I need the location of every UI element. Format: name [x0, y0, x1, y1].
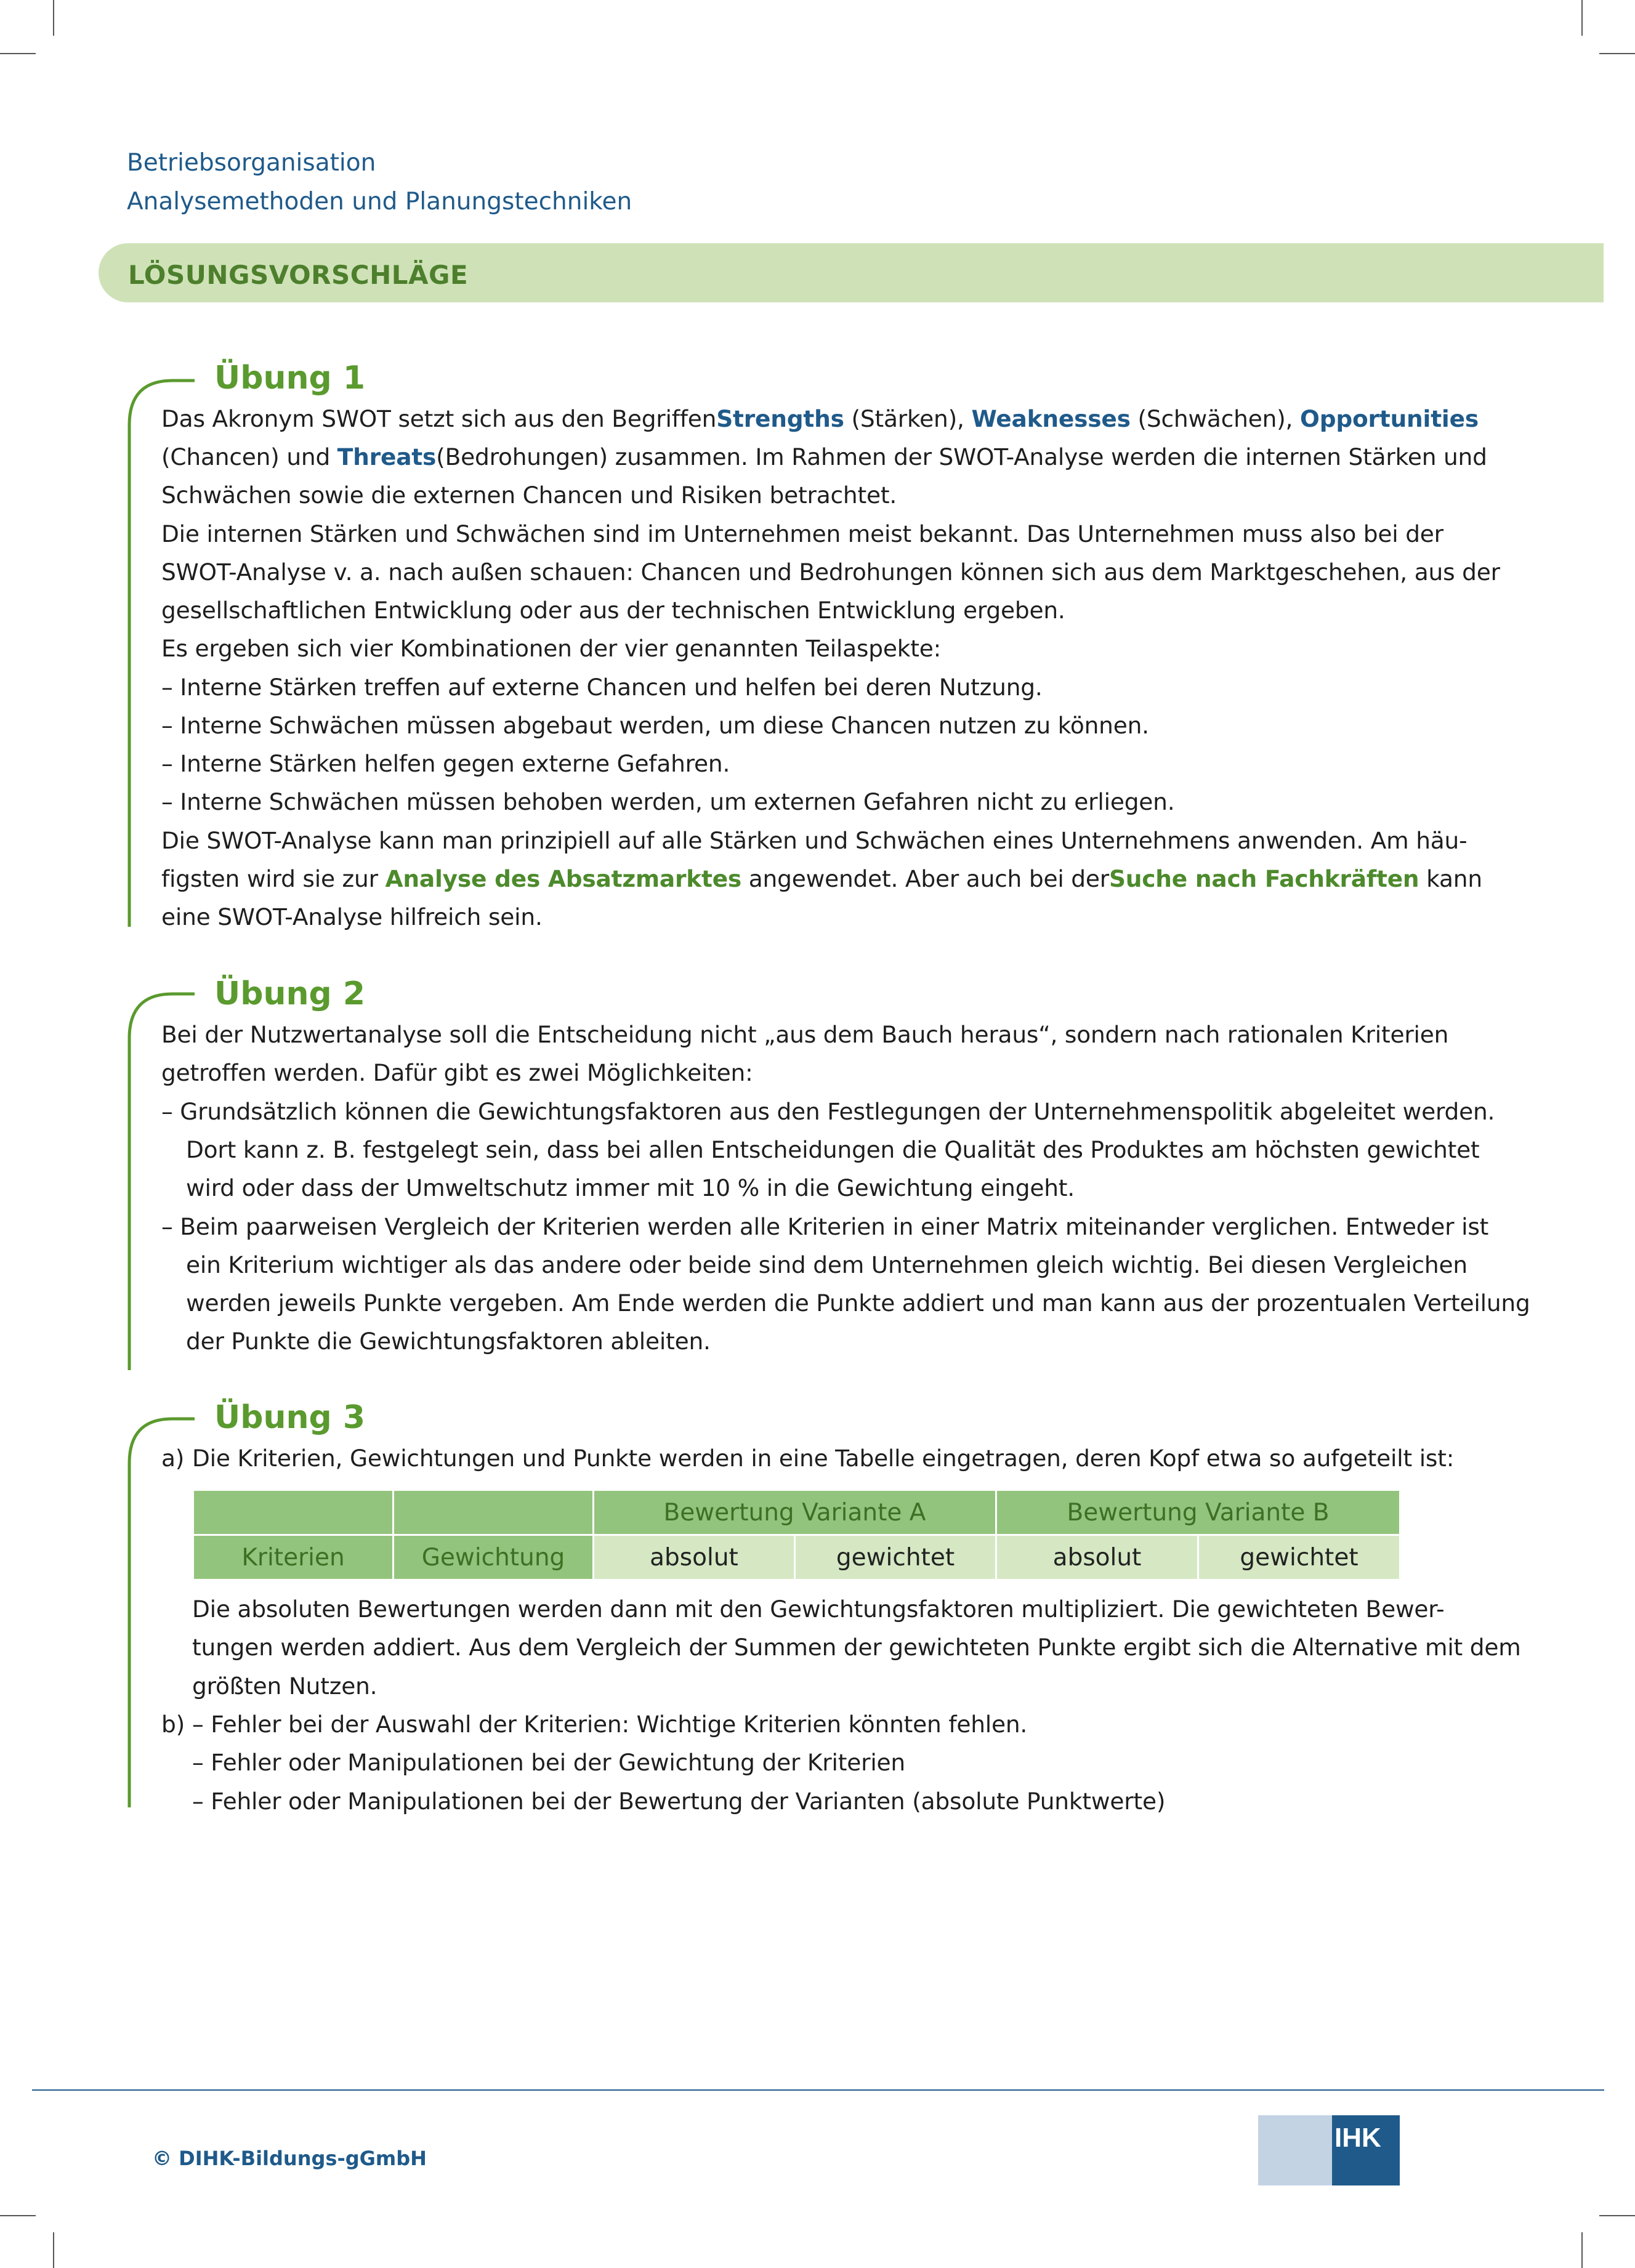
- term-threats: Threats: [337, 443, 437, 470]
- list-item: – Interne Stärken helfen gegen externe Gefahren.: [161, 750, 730, 777]
- crop-mark: [0, 53, 36, 54]
- crop-mark: [1599, 53, 1635, 54]
- table-cell-empty: [193, 1490, 394, 1535]
- list-item: – Fehler oder Manipulationen bei der Gewichtung der Kriterien: [192, 1749, 905, 1776]
- list-item: – Fehler oder Manipulationen bei der Bewertung der Varianten (absolute Punktwerte): [192, 1788, 1166, 1815]
- ex1-line: Die internen Stärken und Schwächen sind im Unternehmen meist bekannt. Das Unternehmen muss also bei der: [161, 520, 1443, 547]
- ex3-line: Die Kriterien, Gewichtungen und Punkte werden in eine Tabelle eingetragen, deren Kopf etwa so aufgeteilt ist:: [192, 1445, 1455, 1472]
- header-line-2: Analysemethoden und Planungstechniken: [127, 188, 632, 216]
- copyright: © DIHK-Bildungs-gGmbH: [152, 2147, 427, 2170]
- criteria-table: [192, 1489, 1401, 1581]
- footer-divider: [32, 2089, 1604, 2091]
- item-label-a: a): [161, 1445, 185, 1472]
- header-gewichtet-a: gewichtet: [795, 1535, 996, 1580]
- list-item: – Grundsätzlich können die Gewichtungsfaktoren aus den Festlegungen der Unternehmenspolitik abgeleitet werden.: [161, 1098, 1495, 1125]
- crop-mark: [53, 2232, 54, 2268]
- list-item-continued: werden jeweils Punkte vergeben. Am Ende werden die Punkte addiert und man kann aus der prozentualen Verteilung: [186, 1289, 1530, 1317]
- ihk-logo: [1258, 2115, 1400, 2185]
- ex3-line: größten Nutzen.: [192, 1673, 377, 1700]
- term-strengths: Strengths: [716, 405, 844, 432]
- list-item: – Beim paarweisen Vergleich der Kriterien werden alle Kriterien in einer Matrix miteinander verglichen. Entweder ist: [161, 1213, 1489, 1240]
- header-gewichtet-b: gewichtet: [1198, 1535, 1400, 1580]
- ex1-line: Es ergeben sich vier Kombinationen der vier genannten Teilaspekte:: [161, 635, 942, 662]
- list-item-continued: Dort kann z. B. festgelegt sein, dass bei allen Entscheidungen die Qualität des Produktes am höchsten gewichtet: [186, 1136, 1480, 1163]
- list-item: – Fehler bei der Auswahl der Kriterien: Wichtige Kriterien könnten fehlen.: [192, 1711, 1028, 1738]
- crop-mark: [0, 2215, 36, 2216]
- term-opportunities: Opportunities: [1300, 405, 1479, 432]
- header-absolut-a: absolut: [594, 1535, 795, 1580]
- ex3-line: tungen werden addiert. Aus dem Vergleich der Summen der gewichteten Punkte ergibt sich die Alternative mit dem: [192, 1634, 1521, 1661]
- exercise-3-title: Übung 3: [214, 1399, 365, 1436]
- crop-mark: [53, 0, 54, 36]
- list-item-continued: ein Kriterium wichtiger als das andere oder beide sind dem Unternehmen gleich wichtig. Bei diesen Vergleichen: [186, 1251, 1467, 1278]
- table-row: [193, 1490, 1400, 1535]
- header-variante-a: Bewertung Variante A: [594, 1490, 996, 1535]
- list-item-continued: wird oder dass der Umweltschutz immer mit 10 % in die Gewichtung eingeht.: [186, 1174, 1075, 1201]
- ex1-line: eine SWOT-Analyse hilfreich sein.: [161, 903, 543, 930]
- table-row: [193, 1535, 1400, 1580]
- highlight-absatzmarkt: Analyse des Absatzmarktes: [385, 865, 742, 892]
- table-cell-empty: [394, 1490, 594, 1535]
- header-absolut-b: absolut: [996, 1535, 1198, 1580]
- ex1-line: Schwächen sowie die externen Chancen und Risiken betrachtet.: [161, 482, 897, 509]
- header-gewichtung: Gewichtung: [394, 1535, 594, 1580]
- crop-mark: [1581, 2232, 1583, 2268]
- ex3-line: Die absoluten Bewertungen werden dann mit den Gewichtungsfaktoren multipliziert. Die gewichteten Bewer-: [192, 1596, 1445, 1623]
- list-item: – Interne Schwächen müssen behoben werden, um externen Gefahren nicht zu erliegen.: [161, 788, 1175, 815]
- section-banner: [99, 243, 1604, 302]
- header-kriterien: Kriterien: [193, 1535, 394, 1580]
- logo-block: [1258, 2115, 1332, 2185]
- ex1-line: (Chancen) und Threats (Bedrohungen) zusammen. Im Rahmen der SWOT-Analyse werden die internen Stärken und: [161, 443, 1487, 470]
- ex2-line: Bei der Nutzwertanalyse soll die Entscheidung nicht „aus dem Bauch heraus“, sondern nach rationalen Kriterien: [161, 1021, 1449, 1048]
- section-title: LÖSUNGSVORSCHLÄGE: [128, 260, 469, 290]
- term-weaknesses: Weaknesses: [971, 405, 1131, 432]
- logo-text: IHK: [1334, 2123, 1381, 2153]
- exercise-2-title: Übung 2: [214, 975, 365, 1012]
- list-item: – Interne Stärken treffen auf externe Chancen und helfen bei deren Nutzung.: [161, 674, 1043, 701]
- ex1-line: gesellschaftlichen Entwicklung oder aus der technischen Entwicklung ergeben.: [161, 597, 1065, 624]
- ex1-line: figsten wird sie zur Analyse des Absatzmarktes angewendet. Aber auch bei der Suche nach Fachkräften kann: [161, 865, 1482, 892]
- crop-mark: [1599, 2215, 1635, 2216]
- ex1-line: SWOT-Analyse v. a. nach außen schauen: Chancen und Bedrohungen können sich aus dem Marktgeschehen, aus der: [161, 559, 1500, 586]
- ex1-line: Die SWOT-Analyse kann man prinzipiell auf alle Stärken und Schwächen eines Unternehmens anwenden. Am häu-: [161, 827, 1467, 854]
- header-variante-b: Bewertung Variante B: [996, 1490, 1400, 1535]
- item-label-b: b): [161, 1711, 185, 1738]
- header-line-1: Betriebsorganisation: [127, 149, 376, 177]
- list-item-continued: der Punkte die Gewichtungsfaktoren ableiten.: [186, 1328, 711, 1355]
- ex1-text: Das Akronym SWOT setzt sich aus den Begriffen: [161, 405, 717, 432]
- ex2-line: getroffen werden. Dafür gibt es zwei Möglichkeiten:: [161, 1059, 753, 1086]
- crop-mark: [1581, 0, 1583, 36]
- ex1-line: Das Akronym SWOT setzt sich aus den Begriffen Strengths (Stärken), Weaknesses (Schwächen), Opportunities: [161, 405, 1479, 432]
- highlight-fachkraefte: Suche nach Fachkräften: [1108, 865, 1419, 892]
- list-item: – Interne Schwächen müssen abgebaut werden, um diese Chancen nutzen zu können.: [161, 712, 1149, 739]
- exercise-1-title: Übung 1: [214, 360, 365, 397]
